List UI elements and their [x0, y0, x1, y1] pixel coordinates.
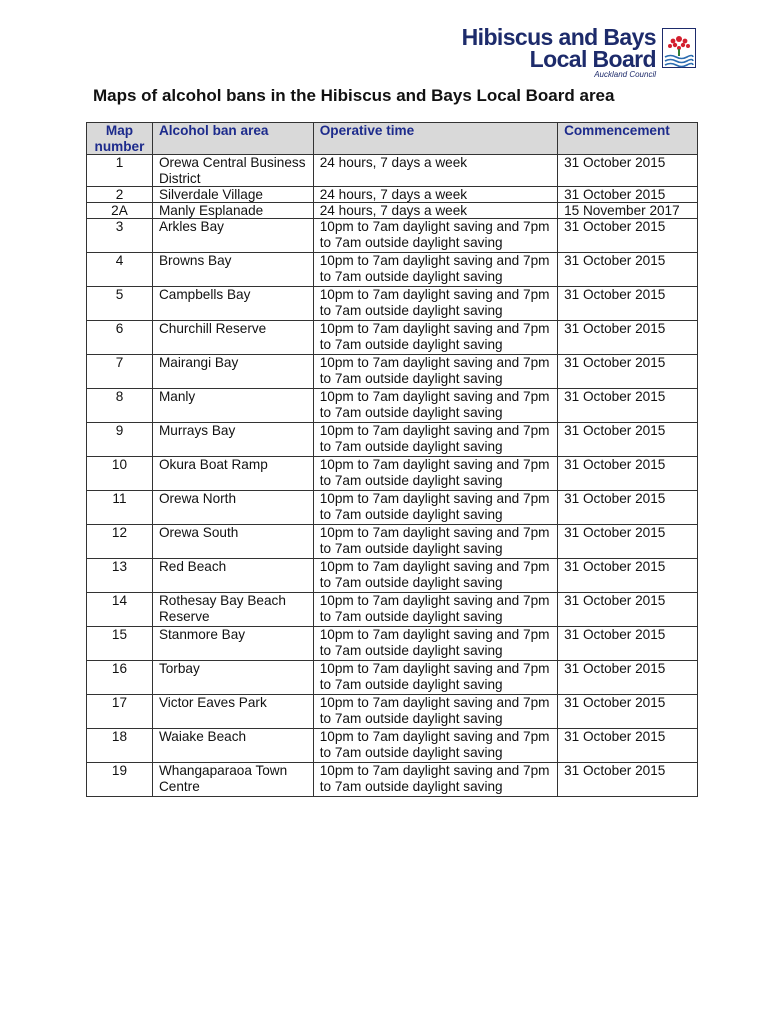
- cell-ban-area: Churchill Reserve: [152, 321, 313, 355]
- table-row: [87, 729, 698, 763]
- table-row: [87, 355, 698, 389]
- table-header-row: [87, 123, 698, 155]
- cell-operative-time: 10pm to 7am daylight saving and 7pm to 7am outside daylight saving: [313, 661, 557, 695]
- cell-commencement: 31 October 2015: [558, 187, 698, 203]
- cell-operative-time: 10pm to 7am daylight saving and 7pm to 7am outside daylight saving: [313, 695, 557, 729]
- cell-commencement: 31 October 2015: [558, 525, 698, 559]
- cell-ban-area: Stanmore Bay: [152, 627, 313, 661]
- cell-operative-time: 10pm to 7am daylight saving and 7pm to 7am outside daylight saving: [313, 593, 557, 627]
- logo-line1: Hibiscus and Bays: [461, 24, 656, 50]
- alcohol-ban-table: [86, 122, 698, 797]
- cell-operative-time: 10pm to 7am daylight saving and 7pm to 7am outside daylight saving: [313, 763, 557, 797]
- cell-operative-time: 10pm to 7am daylight saving and 7pm to 7am outside daylight saving: [313, 389, 557, 423]
- logo-wordmark: [448, 26, 656, 80]
- cell-ban-area: Mairangi Bay: [152, 355, 313, 389]
- table-row: [87, 203, 698, 219]
- table-row: [87, 695, 698, 729]
- table-row: [87, 187, 698, 203]
- table-row: [87, 287, 698, 321]
- cell-ban-area: Whangaparaoa Town Centre: [152, 763, 313, 797]
- cell-map-number: 7: [87, 355, 153, 389]
- cell-ban-area: Orewa Central Business District: [152, 155, 313, 187]
- cell-commencement: 31 October 2015: [558, 155, 698, 187]
- cell-map-number: 1: [87, 155, 153, 187]
- cell-operative-time: 10pm to 7am daylight saving and 7pm to 7am outside daylight saving: [313, 253, 557, 287]
- cell-ban-area: Murrays Bay: [152, 423, 313, 457]
- cell-map-number: 19: [87, 763, 153, 797]
- cell-operative-time: 10pm to 7am daylight saving and 7pm to 7am outside daylight saving: [313, 627, 557, 661]
- cell-map-number: 15: [87, 627, 153, 661]
- header-alcohol-ban-area: Alcohol ban area: [152, 123, 313, 155]
- cell-map-number: 14: [87, 593, 153, 627]
- cell-ban-area: Manly: [152, 389, 313, 423]
- cell-commencement: 31 October 2015: [558, 321, 698, 355]
- cell-commencement: 15 November 2017: [558, 203, 698, 219]
- cell-map-number: 18: [87, 729, 153, 763]
- logo-line2: Local Board: [529, 46, 656, 72]
- cell-commencement: 31 October 2015: [558, 423, 698, 457]
- cell-operative-time: 10pm to 7am daylight saving and 7pm to 7am outside daylight saving: [313, 321, 557, 355]
- cell-commencement: 31 October 2015: [558, 593, 698, 627]
- table-row: [87, 525, 698, 559]
- table-row: [87, 389, 698, 423]
- cell-operative-time: 10pm to 7am daylight saving and 7pm to 7am outside daylight saving: [313, 287, 557, 321]
- cell-commencement: 31 October 2015: [558, 729, 698, 763]
- cell-commencement: 31 October 2015: [558, 355, 698, 389]
- cell-map-number: 2: [87, 187, 153, 203]
- header-operative-time: Operative time: [313, 123, 557, 155]
- cell-ban-area: Red Beach: [152, 559, 313, 593]
- cell-map-number: 4: [87, 253, 153, 287]
- cell-map-number: 9: [87, 423, 153, 457]
- table-row: [87, 321, 698, 355]
- logo-council-name: Auckland Council: [594, 70, 656, 79]
- cell-ban-area: Okura Boat Ramp: [152, 457, 313, 491]
- cell-map-number: 17: [87, 695, 153, 729]
- table-row: [87, 593, 698, 627]
- cell-ban-area: Victor Eaves Park: [152, 695, 313, 729]
- cell-operative-time: 24 hours, 7 days a week: [313, 155, 557, 187]
- cell-ban-area: Waiake Beach: [152, 729, 313, 763]
- cell-ban-area: Campbells Bay: [152, 287, 313, 321]
- cell-commencement: 31 October 2015: [558, 559, 698, 593]
- pohutukawa-emblem-icon: [662, 28, 696, 68]
- cell-ban-area: Manly Esplanade: [152, 203, 313, 219]
- cell-ban-area: Browns Bay: [152, 253, 313, 287]
- table-row: [87, 491, 698, 525]
- cell-ban-area: Silverdale Village: [152, 187, 313, 203]
- table-row: [87, 559, 698, 593]
- cell-ban-area: Orewa South: [152, 525, 313, 559]
- cell-commencement: 31 October 2015: [558, 287, 698, 321]
- cell-ban-area: Orewa North: [152, 491, 313, 525]
- cell-map-number: 5: [87, 287, 153, 321]
- cell-commencement: 31 October 2015: [558, 627, 698, 661]
- header-commencement: Commencement: [558, 123, 698, 155]
- cell-operative-time: 10pm to 7am daylight saving and 7pm to 7am outside daylight saving: [313, 219, 557, 253]
- cell-ban-area: Rothesay Bay Beach Reserve: [152, 593, 313, 627]
- cell-commencement: 31 October 2015: [558, 661, 698, 695]
- table-row: [87, 763, 698, 797]
- table-row: [87, 661, 698, 695]
- document-title: Maps of alcohol bans in the Hibiscus and Bays Local Board area: [93, 86, 615, 105]
- cell-map-number: 2A: [87, 203, 153, 219]
- table-row: [87, 627, 698, 661]
- header-map-number: Map number: [87, 123, 153, 155]
- cell-map-number: 8: [87, 389, 153, 423]
- local-board-logo: [448, 24, 704, 80]
- cell-operative-time: 24 hours, 7 days a week: [313, 187, 557, 203]
- cell-operative-time: 10pm to 7am daylight saving and 7pm to 7am outside daylight saving: [313, 457, 557, 491]
- table-row: [87, 219, 698, 253]
- cell-ban-area: Arkles Bay: [152, 219, 313, 253]
- table-row: [87, 423, 698, 457]
- cell-commencement: 31 October 2015: [558, 763, 698, 797]
- table-row: [87, 155, 698, 187]
- cell-commencement: 31 October 2015: [558, 389, 698, 423]
- cell-operative-time: 10pm to 7am daylight saving and 7pm to 7am outside daylight saving: [313, 559, 557, 593]
- cell-operative-time: 24 hours, 7 days a week: [313, 203, 557, 219]
- cell-ban-area: Torbay: [152, 661, 313, 695]
- cell-map-number: 16: [87, 661, 153, 695]
- table-row: [87, 253, 698, 287]
- cell-map-number: 11: [87, 491, 153, 525]
- table-row: [87, 457, 698, 491]
- cell-map-number: 6: [87, 321, 153, 355]
- cell-map-number: 12: [87, 525, 153, 559]
- cell-operative-time: 10pm to 7am daylight saving and 7pm to 7am outside daylight saving: [313, 525, 557, 559]
- cell-operative-time: 10pm to 7am daylight saving and 7pm to 7am outside daylight saving: [313, 491, 557, 525]
- cell-operative-time: 10pm to 7am daylight saving and 7pm to 7am outside daylight saving: [313, 423, 557, 457]
- cell-commencement: 31 October 2015: [558, 219, 698, 253]
- cell-map-number: 13: [87, 559, 153, 593]
- cell-operative-time: 10pm to 7am daylight saving and 7pm to 7am outside daylight saving: [313, 355, 557, 389]
- cell-commencement: 31 October 2015: [558, 457, 698, 491]
- cell-map-number: 3: [87, 219, 153, 253]
- cell-commencement: 31 October 2015: [558, 695, 698, 729]
- cell-map-number: 10: [87, 457, 153, 491]
- cell-commencement: 31 October 2015: [558, 253, 698, 287]
- cell-operative-time: 10pm to 7am daylight saving and 7pm to 7am outside daylight saving: [313, 729, 557, 763]
- cell-commencement: 31 October 2015: [558, 491, 698, 525]
